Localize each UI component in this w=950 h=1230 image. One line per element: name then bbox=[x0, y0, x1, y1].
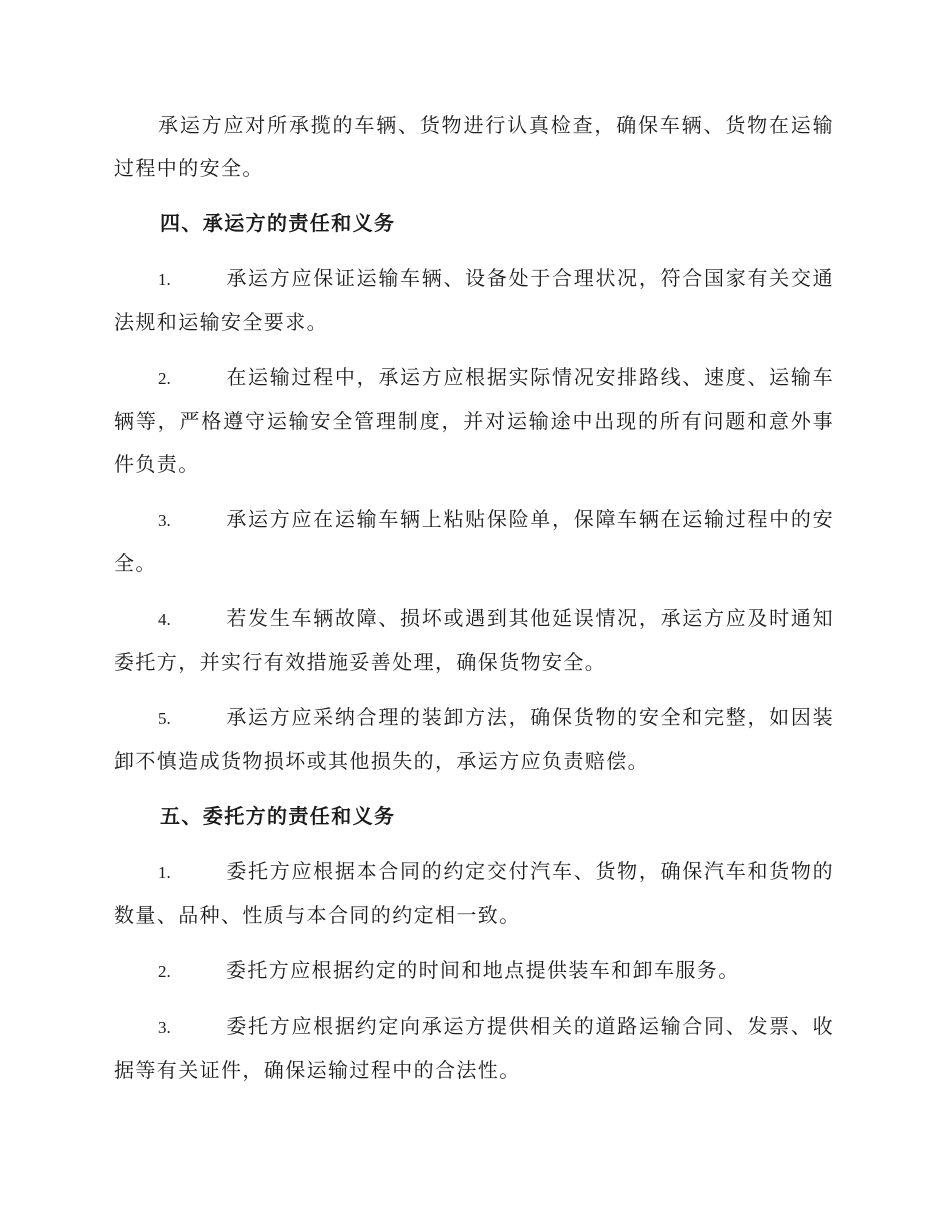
item-number: 3. bbox=[158, 511, 171, 530]
list-item bbox=[114, 597, 834, 684]
list-item bbox=[114, 850, 834, 937]
item-number: 3. bbox=[158, 1018, 171, 1037]
item-text: 在运输过程中，承运方应根据实际情况安排路线、速度、运输车辆等，严格遵守运输安全管理制度，并对运输途中出现的所有问题和意外事件负责。 bbox=[114, 365, 834, 476]
item-text: 承运方应保证运输车辆、设备处于合理状况，符合国家有关交通法规和运输安全要求。 bbox=[114, 266, 834, 334]
list-item bbox=[114, 356, 834, 486]
intro-paragraph: 承运方应对所承揽的车辆、货物进行认真检查，确保车辆、货物在运输过程中的安全。 bbox=[114, 113, 834, 180]
list-item bbox=[114, 257, 834, 344]
spacer bbox=[114, 993, 834, 1005]
spacer bbox=[114, 344, 834, 356]
list-item bbox=[114, 1005, 834, 1092]
item-number: 2. bbox=[158, 369, 171, 388]
item-text: 委托方应根据本合同的约定交付汽车、货物，确保汽车和货物的数量、品种、性质与本合同的约定相一致。 bbox=[114, 859, 834, 927]
item-text: 委托方应根据约定的时间和地点提供装车和卸车服务。 bbox=[226, 958, 740, 982]
list-item bbox=[114, 949, 834, 993]
spacer bbox=[114, 245, 834, 257]
list-item bbox=[114, 498, 834, 585]
item-number: 1. bbox=[158, 270, 171, 289]
item-text: 委托方应根据约定向承运方提供相关的道路运输合同、发票、收据等有关证件，确保运输过程中的合法性。 bbox=[114, 1014, 834, 1082]
item-text: 承运方应在运输车辆上粘贴保险单，保障车辆在运输过程中的安全。 bbox=[114, 507, 834, 575]
spacer bbox=[114, 684, 834, 696]
spacer bbox=[114, 838, 834, 850]
item-number: 5. bbox=[158, 709, 171, 728]
item-number: 2. bbox=[158, 962, 171, 981]
section-heading-carrier: 四、承运方的责任和义务 bbox=[160, 211, 396, 235]
list-item bbox=[114, 696, 834, 783]
item-text: 承运方应采纳合理的装卸方法，确保货物的安全和完整，如因装卸不慎造成货物损坏或其他损失的，承运方应负责赔偿。 bbox=[114, 705, 834, 773]
item-text: 若发生车辆故障、损坏或遇到其他延误情况，承运方应及时通知委托方，并实行有效措施妥善处理，确保货物安全。 bbox=[114, 606, 834, 674]
spacer bbox=[114, 585, 834, 597]
item-number: 1. bbox=[158, 863, 171, 882]
spacer bbox=[114, 783, 834, 795]
spacer bbox=[114, 486, 834, 498]
item-number: 4. bbox=[158, 610, 171, 629]
spacer bbox=[114, 190, 834, 202]
section-heading-client: 五、委托方的责任和义务 bbox=[160, 804, 396, 828]
spacer bbox=[114, 937, 834, 949]
